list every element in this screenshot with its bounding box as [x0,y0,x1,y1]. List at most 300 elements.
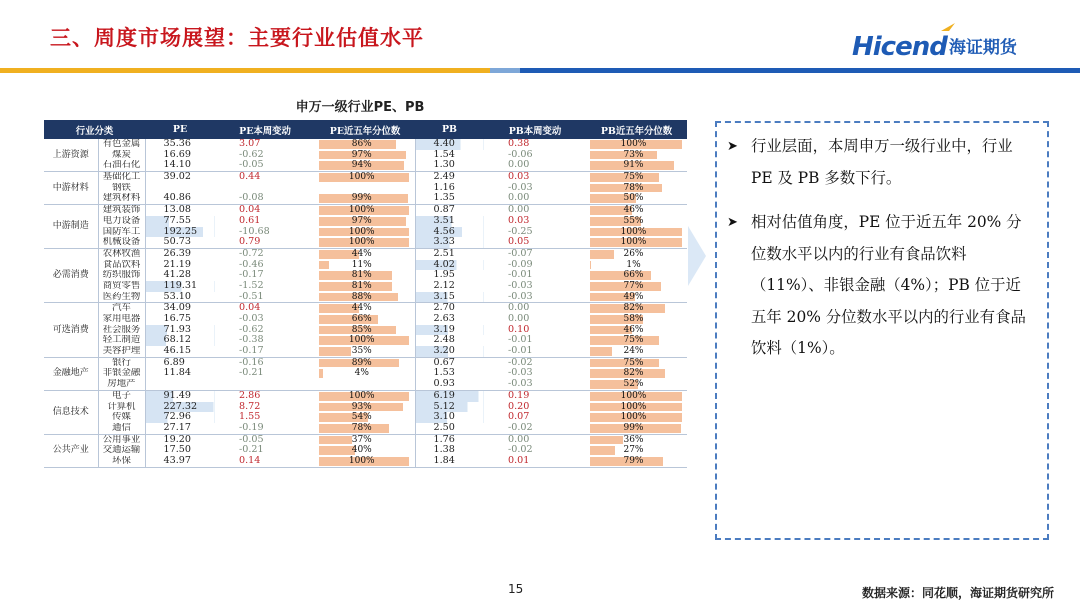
pe-percentile-label: 85% [351,324,372,335]
pe-value: 91.49 [145,390,215,401]
pe-value: 26.39 [163,248,191,259]
pb-value: 0.87 [433,204,455,216]
pb-percentile-cell [586,160,687,171]
header-pb: PB [415,120,484,139]
pe-percentile-cell [315,314,415,325]
table-row [44,456,687,467]
pe-percentile-cell [315,139,415,150]
industry-name: 银行 [98,357,145,368]
industry-name: 基础化工 [98,172,145,183]
table-body [44,139,687,467]
pb-percentile-cell [586,402,687,413]
pe-change: -0.17 [239,270,264,281]
pe-percentile-cell [315,270,415,281]
pb-value: 1.53 [433,368,455,379]
group-name: 中游材料 [44,172,98,205]
arrow-bullet-icon: ➤ [727,139,738,154]
pb-percentile-label: 82% [623,303,644,314]
pe-percentile-label: 93% [351,401,372,412]
industry-name: 环保 [98,456,145,467]
industry-name: 房地产 [98,379,145,390]
industry-name: 机械设备 [98,237,145,248]
header-pe-percentile: PE近五年分位数 [315,120,415,139]
pb-value: 2.49 [433,171,455,183]
pe-value: 34.09 [163,302,191,314]
pb-value: 1.35 [415,193,484,204]
header-pe: PE [145,120,215,139]
logo-brand-cn: 海证期货 [948,38,1017,58]
pb-percentile-label: 75% [623,357,644,368]
table-row [44,390,687,401]
table-row [44,205,687,216]
pb-percentile-cell [586,346,687,357]
pe-percentile-cell [315,193,415,204]
table-row [44,412,687,423]
pb-percentile-label: 58% [623,314,644,325]
data-source: 数据来源：同花顺，海证期货研究所 [861,586,1054,600]
pe-change: 3.07 [239,139,261,150]
pb-percentile-cell [586,172,687,183]
pe-value: 21.19 [163,259,191,270]
industry-name: 交通运输 [98,445,145,456]
pb-change: -0.01 [508,270,533,281]
note-2 [727,207,1033,365]
industry-name: 食品饮料 [98,260,145,271]
pe-change: -0.62 [239,149,264,160]
table-row [44,160,687,171]
pb-percentile-cell [586,357,687,368]
pe-change: -0.62 [239,324,264,335]
pe-percentile-cell [315,260,415,271]
table-header-row [44,120,687,139]
pe-percentile-cell [315,402,415,413]
pb-value: 1.84 [415,456,484,467]
pe-change: -0.46 [239,259,264,270]
pb-change: 0.00 [508,302,530,314]
pe-percentile-cell [315,390,415,401]
table-row [44,270,687,281]
pe-percentile-cell [315,325,415,336]
table-row [44,314,687,325]
group-name: 公共产业 [44,434,98,467]
table-row [44,423,687,434]
pb-percentile-label: 52% [623,379,644,390]
industry-name: 医药生物 [98,292,145,303]
header-industry: 行业分类 [44,120,145,139]
pb-value: 2.63 [433,314,455,325]
industry-name: 电力设备 [98,216,145,227]
industry-name: 非银金融 [98,368,145,379]
pe-percentile-cell [315,379,415,390]
pe-percentile-cell [315,303,415,314]
pb-percentile-label: 77% [623,280,644,291]
pb-change: 0.20 [508,401,530,412]
pe-percentile-label: 11% [351,259,372,270]
pe-percentile-cell [315,368,415,379]
table-row [44,434,687,445]
industry-name: 建筑装饰 [98,205,145,216]
table-row [44,303,687,314]
pe-percentile-label: 100% [348,226,375,237]
header-pb-change: PB本周变动 [484,120,586,139]
pe-percentile-label: 99% [351,193,372,204]
pb-value: 1.38 [433,445,455,456]
pe-percentile-cell [315,216,415,227]
pb-value: 2.48 [433,335,455,346]
table-row [44,216,687,227]
pb-percentile-cell [586,237,687,248]
pb-percentile-label: 100% [620,390,647,401]
industry-name: 商贸零售 [98,281,145,292]
industry-name: 美容护理 [98,346,145,357]
pb-percentile-cell [586,227,687,238]
pe-percentile-label: 78% [351,422,372,433]
pb-change: 0.00 [508,204,530,216]
table-row [44,183,687,194]
pb-percentile-cell [586,205,687,216]
pe-percentile-cell [315,150,415,161]
header-band-gold [0,68,490,73]
pb-percentile-label: 26% [623,248,644,259]
header-pb-percentile: PB近五年分位数 [586,120,687,139]
pe-change: -0.05 [239,434,264,445]
pe-value: 16.69 [163,149,191,160]
pb-value: 3.19 [415,325,484,336]
industry-name: 通信 [98,423,145,434]
pb-percentile-cell [586,150,687,161]
pb-change: 0.05 [484,237,586,248]
pb-percentile-cell [586,445,687,456]
pb-percentile-label: 55% [623,215,644,226]
pe-change: 1.55 [239,412,261,423]
pb-percentile-cell [586,456,687,467]
note-2-text: 相对估值角度，PE 位于近五年 20% 分位数水平以内的行业有食品饮料（11%）、非银金融（4%）；PB 位于近五年 20% 分位数水平以内的行业有食品饮料（1%）。 [751,213,1026,357]
pb-change: 0.01 [484,456,586,467]
group-name: 必需消费 [44,248,98,302]
pe-value: 43.97 [145,456,215,467]
industry-name: 钢铁 [98,183,145,194]
pb-change: -0.02 [508,445,533,456]
pb-value: 4.02 [415,260,484,271]
pe-percentile-cell [315,445,415,456]
pb-percentile-label: 100% [620,139,647,150]
pb-value: 1.16 [433,182,455,193]
pb-percentile-label: 91% [623,160,644,171]
pb-percentile-cell [586,335,687,346]
pb-percentile-cell [586,423,687,434]
pb-percentile-cell [586,183,687,194]
pb-change: 0.00 [508,314,530,325]
pb-percentile-label: 46% [623,205,644,216]
pb-value: 1.95 [433,270,455,281]
pb-change: -0.01 [508,335,533,346]
pe-change: -0.17 [215,346,315,357]
pe-change [215,379,315,390]
table-row [44,237,687,248]
pb-percentile-label: 46% [623,324,644,335]
pb-percentile-cell [586,434,687,445]
table-row [44,346,687,357]
pb-value: 2.51 [433,248,455,259]
pb-change: -0.03 [484,379,586,390]
pb-change: 0.00 [484,160,586,171]
table-row [44,379,687,390]
pe-percentile-cell [315,160,415,171]
pb-percentile-label: 100% [620,226,647,237]
industry-name: 电子 [98,390,145,401]
pe-percentile-label: 81% [351,270,372,281]
pb-value: 1.76 [433,434,455,445]
pe-percentile-label: 100% [348,390,375,401]
pe-change: 0.79 [215,237,315,248]
table-row [44,172,687,183]
pe-value: 14.10 [145,160,215,171]
pe-change: -0.19 [215,423,315,434]
pe-percentile-cell [315,172,415,183]
pe-value: 68.12 [145,335,215,346]
pb-percentile-cell [586,248,687,259]
pe-percentile-label: 44% [351,248,372,259]
pe-percentile-label: 89% [351,357,372,368]
pb-change: -0.02 [484,423,586,434]
pe-percentile-label: 97% [351,215,372,226]
pe-change: -0.21 [239,368,264,379]
pb-value: 1.54 [433,149,455,160]
pe-value: 27.17 [145,423,215,434]
table-row [44,357,687,368]
pe-value: 119.31 [145,281,215,292]
pb-percentile-cell [586,139,687,150]
pe-value: 77.55 [145,216,215,227]
industry-name: 有色金属 [98,139,145,150]
pe-change: 2.86 [239,390,261,401]
pb-change: 0.03 [508,171,530,183]
pe-percentile-cell [315,456,415,467]
pb-change: -0.03 [508,280,533,291]
pb-percentile-label: 27% [623,445,644,456]
header-pe-change: PE本周变动 [215,120,315,139]
group-name: 可选消费 [44,303,98,357]
chevron-arrow-icon [688,226,706,286]
pb-percentile-label: 99% [623,422,644,433]
pb-change: 0.00 [508,434,530,445]
pe-value: 35.36 [163,139,191,150]
valuation-table [44,120,687,468]
pb-percentile-label: 36% [623,434,644,445]
industry-name: 煤炭 [98,150,145,161]
pb-value: 2.50 [415,423,484,434]
pe-value: 11.84 [163,368,191,379]
table-row [44,292,687,303]
pb-percentile-label: 78% [623,182,644,193]
pb-change: -0.09 [508,259,533,270]
industry-name: 传媒 [98,412,145,423]
table-row [44,445,687,456]
pb-change: -0.03 [508,182,533,193]
industry-name: 农林牧渔 [98,248,145,259]
pb-value: 1.30 [415,160,484,171]
pe-percentile-cell [315,248,415,259]
pb-change: -0.02 [508,357,533,368]
pe-value: 46.15 [145,346,215,357]
pb-change: -0.03 [484,292,586,303]
pe-percentile-cell [315,292,415,303]
group-name: 中游制造 [44,205,98,249]
pe-percentile-cell [315,423,415,434]
pb-percentile-label: 100% [620,237,647,248]
pb-value: 3.51 [415,216,484,227]
pe-value: 19.20 [163,434,191,445]
page-number: 15 [508,582,524,596]
industry-name: 轻工制造 [98,335,145,346]
table-row [44,325,687,336]
pe-value: 71.93 [145,325,215,336]
pe-percentile-label: 54% [351,412,372,423]
pb-value: 2.70 [433,302,455,314]
arrow-bullet-icon: ➤ [727,215,738,230]
pe-percentile-label: 100% [348,335,375,346]
pe-change: 8.72 [239,401,261,412]
pb-percentile-cell [586,314,687,325]
pe-percentile-label: 94% [351,160,372,171]
table-row [44,260,687,271]
pe-change: -0.03 [239,314,264,325]
pe-value [145,379,215,390]
pb-percentile-label: 79% [623,455,644,466]
pb-value: 3.15 [415,292,484,303]
pe-value: 53.10 [145,292,215,303]
pe-percentile-label: 97% [351,149,372,160]
header-band-blue [520,68,1080,73]
pb-percentile-cell [586,325,687,336]
pb-value: 0.67 [433,357,455,368]
pb-change: 0.38 [508,139,530,150]
pb-percentile-cell [586,270,687,281]
pb-percentile-cell [586,193,687,204]
pe-change: -0.08 [215,193,315,204]
pb-percentile-cell [586,368,687,379]
pe-change [215,183,315,194]
pe-change: -0.38 [239,335,264,346]
pb-value: 3.33 [415,237,484,248]
pb-value: 3.10 [415,412,484,423]
pe-value: 40.86 [145,193,215,204]
pb-percentile-label: 100% [620,401,647,412]
pb-percentile-label: 82% [623,368,644,379]
pb-percentile-cell [586,292,687,303]
pe-percentile-cell [315,205,415,216]
industry-name: 社会服务 [98,325,145,336]
pe-value: 72.96 [145,412,215,423]
pe-value: 16.75 [163,314,191,325]
group-name: 上游资源 [44,139,98,172]
pe-percentile-label: 100% [348,205,375,216]
pe-percentile-cell [315,183,415,194]
pb-value: 0.93 [415,379,484,390]
group-name: 金融地产 [44,357,98,390]
pe-value: 39.02 [163,171,191,183]
pe-value: 50.73 [145,237,215,248]
pe-change: -0.51 [215,292,315,303]
pb-change: 0.07 [508,412,530,423]
table-row [44,193,687,204]
industry-name: 计算机 [98,402,145,413]
pe-change: 0.04 [239,302,261,314]
pe-percentile-cell [315,227,415,238]
pb-percentile-label: 24% [623,346,644,357]
slide-title: 三、周度市场展望：主要行业估值水平 [50,26,424,50]
pb-value: 4.56 [415,227,484,238]
pb-percentile-cell [586,379,687,390]
industry-name: 国防军工 [98,227,145,238]
pb-percentile-label: 73% [623,149,644,160]
table-row [44,335,687,346]
pe-value: 13.08 [163,204,191,216]
pe-percentile-cell [315,412,415,423]
pe-value: 227.32 [145,402,215,413]
table-title: 申万一级行业PE、PB [295,100,425,115]
pb-percentile-cell [586,216,687,227]
logo-brand-en: Hicend [852,32,947,62]
pb-percentile-label: 75% [623,172,644,183]
industry-name: 石油石化 [98,160,145,171]
table-row [44,227,687,238]
pb-change: 0.10 [508,324,530,335]
pb-percentile-label: 50% [623,193,644,204]
industry-name: 建筑材料 [98,193,145,204]
pe-value: 41.28 [163,270,191,281]
pb-value: 6.19 [415,390,484,401]
pe-percentile-label: 40% [351,445,372,456]
industry-name: 纺织服饰 [98,270,145,281]
pe-percentile-label: 88% [351,291,372,302]
pe-percentile-cell [315,281,415,292]
pe-value: 192.25 [145,227,215,238]
pb-percentile-label: 49% [623,291,644,302]
pb-change: -0.03 [508,368,533,379]
pe-change: -0.16 [239,357,264,368]
brand-logo [852,32,1017,62]
pe-percentile-label: 37% [351,434,372,445]
pb-value: 3.20 [415,346,484,357]
industry-name: 家用电器 [98,314,145,325]
pe-change: 0.14 [215,456,315,467]
pb-percentile-label: 100% [620,412,647,423]
pe-change: -0.21 [239,445,264,456]
pb-change: 0.19 [508,390,530,401]
pb-change: 0.00 [484,193,586,204]
pe-percentile-label: 4% [354,368,369,379]
pe-change: 0.61 [239,215,261,226]
pb-value: 4.40 [415,139,484,150]
table-row [44,150,687,161]
pe-percentile-label: 66% [351,314,372,325]
pb-percentile-cell [586,412,687,423]
pe-change: 0.44 [239,171,261,183]
pb-percentile-cell [586,303,687,314]
table-row [44,248,687,259]
pe-change: 0.04 [239,204,261,216]
logo-wing-icon [940,22,956,32]
pb-change: -0.01 [484,346,586,357]
pb-change: -0.06 [508,149,533,160]
pb-value: 2.12 [433,280,455,291]
pb-percentile-cell [586,390,687,401]
pb-change: 0.03 [508,215,530,226]
table-row [44,139,687,150]
pe-value: 6.89 [163,357,185,368]
pb-change: -0.25 [508,226,533,237]
